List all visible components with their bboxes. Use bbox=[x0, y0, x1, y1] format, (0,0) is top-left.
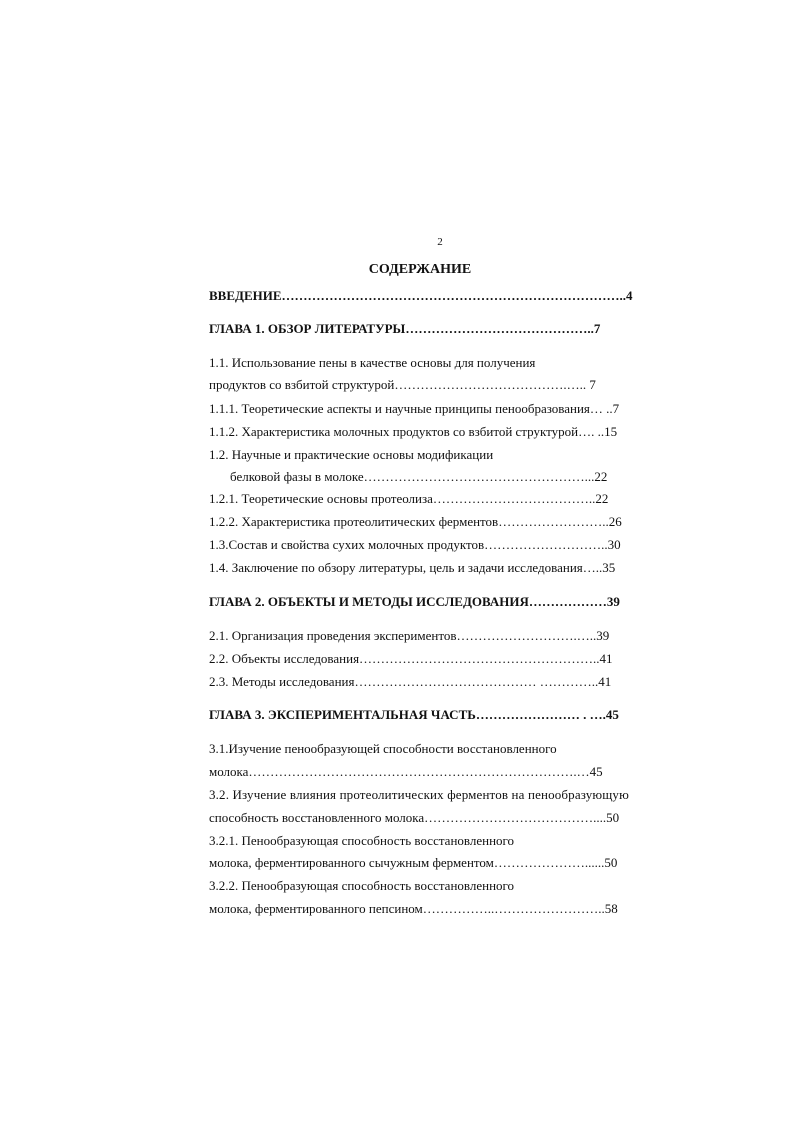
toc-entry-3-2-line2: способность восстановленного молока…………………………………....50 bbox=[209, 810, 620, 825]
page-number: 2 bbox=[437, 236, 443, 248]
toc-title: СОДЕРЖАНИЕ bbox=[368, 262, 472, 277]
toc-entry-1-1-line1: 1.1. Использование пены в качестве основы для получения bbox=[209, 355, 536, 370]
toc-entry-3-2-1-line2: молока, ферментированного сычужным ферментом…………………......50 bbox=[209, 855, 618, 870]
toc-entry-1-4: 1.4. Заключение по обзору литературы, цель и задачи исследования…..35 bbox=[209, 560, 616, 575]
toc-entry-1-2-1: 1.2.1. Теоретические основы протеолиза………………………………..22 bbox=[209, 491, 609, 506]
toc-entry-3-2-2-line2: молока, ферментированного пепсином……………..……………………..58 bbox=[209, 901, 618, 916]
toc-entry-3-1-line2: молока………………………………………………………………….…45 bbox=[209, 764, 603, 779]
toc-chapter-2: ГЛАВА 2. ОБЪЕКТЫ И МЕТОДЫ ИССЛЕДОВАНИЯ………………39 bbox=[209, 594, 620, 609]
toc-entry-3-1-line1: 3.1.Изучение пенообразующей способности восстановленного bbox=[209, 741, 557, 756]
toc-chapter-3: ГЛАВА 3. ЭКСПЕРИМЕНТАЛЬНАЯ ЧАСТЬ…………………… . ….45 bbox=[209, 707, 619, 722]
toc-entry-3-2-1-line1: 3.2.1. Пенообразующая способность восстановленного bbox=[209, 833, 515, 848]
toc-entry-2-3: 2.3. Методы исследования…………………………………… …………..41 bbox=[209, 674, 612, 689]
toc-entry-1-2-line2: белковой фазы в молоке……………………………………………...22 bbox=[230, 469, 608, 484]
toc-entry-1-1-2: 1.1.2. Характеристика молочных продуктов со взбитой структурой…. ..15 bbox=[209, 424, 618, 439]
toc-entry-2-1: 2.1. Организация проведения экспериментов……………………….…..39 bbox=[209, 628, 610, 643]
toc-entry-1-1-line2: продуктов со взбитой структурой………………………………….….. 7 bbox=[209, 377, 596, 392]
toc-entry-1-2-line1: 1.2. Научные и практические основы модификации bbox=[209, 447, 494, 462]
toc-entry-2-2: 2.2. Объекты исследования………………………………………………..41 bbox=[209, 651, 613, 666]
toc-chapter-1: ГЛАВА 1. ОБЗОР ЛИТЕРАТУРЫ……………………………………..7 bbox=[209, 321, 601, 336]
toc-entry-introduction: ВВЕДЕНИЕ……………………………………………………………………..4 bbox=[209, 288, 633, 303]
toc-entry-1-2-2: 1.2.2. Характеристика протеолитических ферментов……………………..26 bbox=[209, 514, 622, 529]
toc-entry-3-2-2-line1: 3.2.2. Пенообразующая способность восстановленного bbox=[209, 878, 515, 893]
toc-entry-3-2-line1: 3.2. Изучение влияния протеолитических ферментов на пенообразующую bbox=[209, 787, 629, 802]
toc-entry-1-3: 1.3.Состав и свойства сухих молочных продуктов………………………..30 bbox=[209, 537, 621, 552]
toc-entry-1-1-1: 1.1.1. Теоретические аспекты и научные принципы пенообразования… ..7 bbox=[209, 401, 620, 416]
